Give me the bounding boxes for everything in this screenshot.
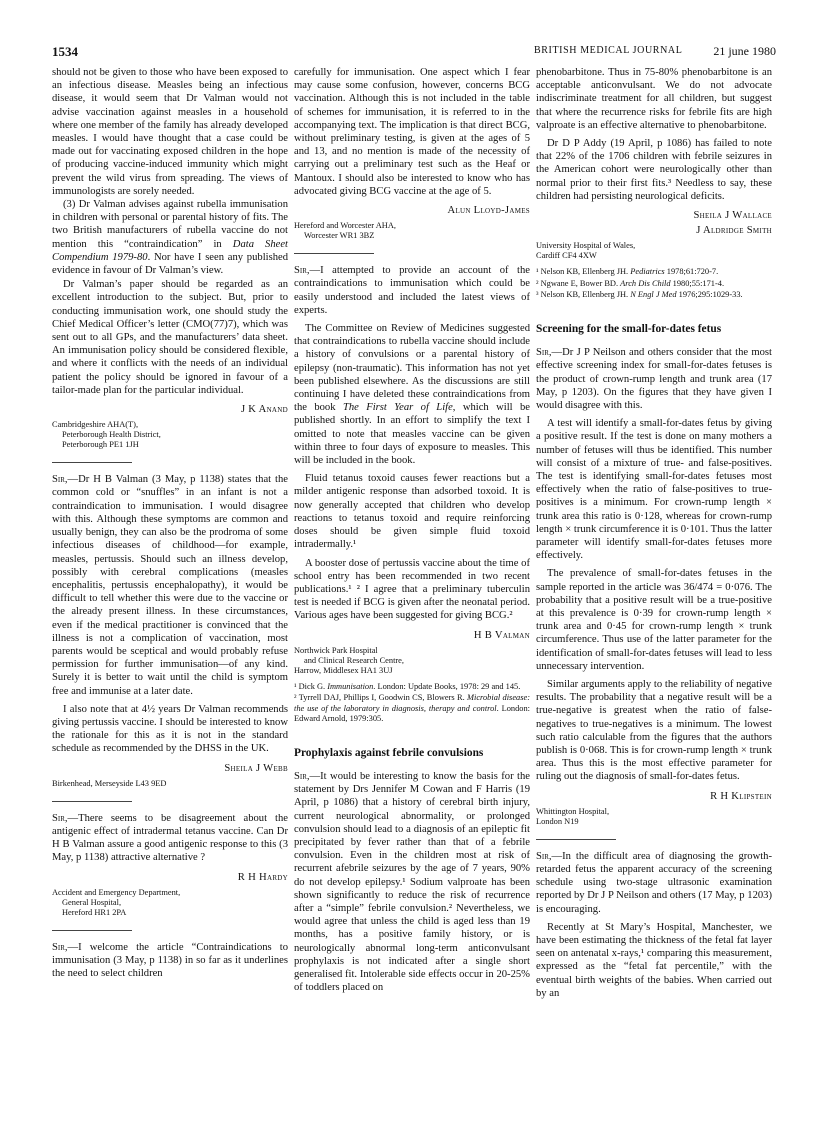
signature: R H Klipstein — [710, 790, 772, 802]
reference: ² Tyrrell DAJ, Phillips I, Goodwin CS, Blowers R. Microbial disease: the use of the laboratory in diagnosis, therapy and control. London: Edward Arnold, 1979:305. — [294, 693, 530, 724]
author-address: Birkenhead, Merseyside L43 9ED — [52, 778, 167, 788]
paragraph: I also note that at 4½ years Dr Valman recommends giving pertussis vaccine. I should be interested to know the rationale for this as it is not in the standard schedule as recommended by the DHSS in the UK. — [52, 703, 288, 755]
paragraph: (3) Dr Valman advises against rubella immunisation in children with personal or parental history of fits. The two British manufacturers of rubella vaccine do not mention this “contraindication” in Data Sheet Compendium 1979-80. Nor have I seen any published evidence in favour of Dr Valman’s view. — [52, 199, 288, 277]
author-address: University Hospital of Wales, Cardiff CF4 4XW — [536, 241, 636, 261]
letter-paragraph: Sir,—I welcome the article “Contraindications to immunisation (3 May, p 1138) in so far as it underlines the need to select children — [52, 941, 288, 980]
column-3 — [536, 66, 772, 1001]
reference: ¹ Nelson KB, Ellenberg JH. Pediatrics 1978;61:720-7. — [536, 267, 719, 277]
paragraph: A booster dose of pertussis vaccine about the time of school entry has been recommended in two recent publications.¹ ² I agree that a preliminary tuberculin test is needed if BCG is given after the neonatal period. Various ages have been suggested for giving BCG.² — [294, 557, 530, 622]
paragraph: The Committee on Review of Medicines suggested that contraindications to rubella vaccine should include a history of convulsions or a parental history of epilepsy (non-traumatic). This information has not yet been published elsewhere. As the discussions are still continuing I have deleted these contraindications from the book The First Year of Life, which will be published shortly. In an effort to simplify the text I omitted to note that measles vaccine can be given within three to four days of exposure to measles. This will be included in the book. — [294, 323, 530, 467]
divider — [294, 253, 374, 254]
letter-paragraph: Sir,—In the difficult area of diagnosing the growth-retarded fetus the apparent accuracy of the screening schedule using two-stage ultrasonic examination reported by Dr J P Neilson and others (17 May, p 1203) is encouraging. — [536, 850, 772, 915]
section-heading: Screening for the small-for-dates fetus — [536, 322, 722, 335]
author-address: Cambridgeshire AHA(T), Peterborough Health District, Peterborough PE1 1JH — [52, 420, 161, 450]
references — [536, 267, 772, 301]
page-header — [52, 44, 776, 60]
page-number: 1534 — [52, 44, 78, 59]
letter-paragraph: Sir,—Dr J P Neilson and others consider that the most effective screening index for small-for-dates fetuses is the product of crown-rump length and trunk area (17 May, p 1203). On the figures that they have given I would disagree with this. — [536, 347, 772, 411]
paragraph: Fluid tetanus toxoid causes fewer reactions but a milder antigenic response than adsorbed toxoid. It is now generally accepted that children who develop reactions to tetanus toxoid and require reinforcing doses should be given simple fluid toxoid intradermally.¹ — [294, 473, 530, 551]
paragraph: phenobarbitone. Thus in 75-80% phenobarbitone is an acceptable anticonvulsant. We do not advocate indiscriminate treatment for all children, but suggest that where the recurrence risks for febrile fits are high valproate is an effective alternative to phenobarbitone. — [536, 67, 772, 131]
signature: Sheila J Wallace — [693, 210, 772, 222]
divider — [52, 462, 132, 463]
references — [294, 682, 530, 725]
letter-paragraph: Sir,—I attempted to provide an account of the contraindications to immunisation which could be easily understood and included the latest views of experts. — [294, 265, 530, 316]
reference: ³ Nelson KB, Ellenberg JH. N Engl J Med 1976;295:1029-33. — [536, 290, 743, 300]
letter-paragraph: Sir,—There seems to be disagreement about the antigenic effect of intradermal tetanus vaccine. Can Dr H B Valman assure a good antigenic response to this (3 May, p 1138) attractive alternative ? — [52, 812, 288, 864]
reference: ¹ Dick G. Immunisation. London: Update Books, 1978: 29 and 145. — [294, 681, 521, 691]
signature: H B Valman — [473, 629, 530, 641]
issue-date: 21 june 1980 — [713, 44, 776, 58]
paragraph: should not be given to those who have been exposed to an infectious disease. Measles being an infectious disease, it would seem that Dr Valman would not advise vaccination against measles in a household where one member of the family has already developed measles. I would have thought that a case could be made out for vaccinating exposed children in the hope of producing vaccine-induced immunity which might prevent the wild virus from spreading. The views of immunologists are sorely needed. — [52, 67, 288, 197]
author-address: Northwick Park Hospital and Clinical Research Centre, Harrow, Middlesex HA1 3UJ — [294, 645, 404, 675]
divider — [52, 930, 132, 931]
signature: Alun Lloyd-James — [447, 205, 530, 217]
divider — [52, 801, 132, 802]
divider — [536, 839, 616, 840]
letter-paragraph: Sir,—Dr H B Valman (3 May, p 1138) states that the common cold or “snuffles” in an infant is not a contraindication to immunisation. I would disagree with this. Although these symptoms are common and usually benign, they can also be the prodroma of some infectious diseases of childhood—for example, measles, pertussis. Should such an illness develop, possibly with cerebral complications (measles encephalitis, pertussis encephalopathy), it would be difficult to tell whether this were due to the vaccine or the already present illness. In these circumstances, even if the medical practitioner is convinced that the illness is not a complication of vaccination, most parents would be sceptical and would probably refuse permission for further immunisation—of any kind. Surely it is better to wait until the child is symptom free and immunise at a later date. — [52, 474, 288, 697]
signature: Sheila J Webb — [224, 762, 288, 774]
signature: J K Anand — [240, 404, 288, 416]
paragraph: Recently at St Mary’s Hospital, Manchester, we have been estimating the thickness of the fetal fat layer seen on antenatal x-rays,¹ comparing this measurement, expressed as the “fetal fat percentile,” with the eventual birth weights of the babies. When carried out by an — [536, 921, 772, 999]
author-address: Whittington Hospital, London N19 — [536, 806, 610, 826]
paragraph: Similar arguments apply to the reliability of negative results. The probability that a negative result will be a true-negative is greatest when the ratio of false-negatives to true-negatives is a minimum. The lowest such ratio calculable from the figures that the authors publish is 0·068. This is for crown-rump length × trunk area. Thus this is the most effective parameter for ruling out the diagnosis of small-for-dates fetus. — [536, 679, 772, 783]
author-address: Hereford and Worcester AHA, Worcester WR1 3BZ — [294, 221, 396, 241]
paragraph: Dr D P Addy (19 April, p 1086) has failed to note that 22% of the 1706 children with febrile seizures in the American cohort were neurologically other than normal prior to their first fits.³ Needless to say, these children had persisting neurological deficits. — [536, 138, 772, 202]
column-1 — [52, 66, 288, 980]
paragraph: Dr Valman’s paper should be regarded as an excellent introduction to the subject. But, prior to conducting immunisation work, one should study the Chief Medical Officer’s letter (CMO(77)7), which was sent out to all GPs, and the manufacturers’ data sheet. An immunisation policy should be considered flexible, and where it conflicts with the needs of an individual patient the policy should be ignored in favour of a tailor-made plan for the particular individual. — [52, 279, 288, 396]
signature: J Aldridge Smith — [696, 225, 772, 237]
paragraph: A test will identify a small-for-dates fetus by giving a positive result. If the test is done on many mothers a number of fetuses will thus be identified. This number will consist of a mixture of true- and false-positives. The test is identifying small-for-dates fetuses most effectively when the ratio of false-positives to true-positives is a minimum. For crown-rump length × trunk area this ratio is 0·128, whereas for crown-rump length × trunk circumference it is 0·101. Thus the latter parameter will identify small-for-dates fetuses more effectively. — [536, 418, 772, 562]
paragraph: The prevalence of small-for-dates fetuses in the sample reported in the article was 36/474 = 0·076. The probability that a positive result will be a true-positive at this prevalence is 0·39 for crown-rump length × trunk area and 0·45 for crown-rump length × trunk circumference. Thus use of the latter parameter for the identification of small-for-dates fetuses will lead to less unnecessary intervention. — [536, 568, 772, 672]
letter-paragraph: Sir,—It would be interesting to know the basis for the statement by Drs Jennifer M Cowan and F Harris (19 April, p 1086) that a history of cerebral birth injury, current neurological abnormality, or prolonged convulsion should lead to a diagnosis of an epileptic fit precipitated by fever rather than that of a febrile convulsion. Even in the children most at risk of recurrent afebrile seizures by the age of 7 years, 90% do not develop epilepsy.¹ Sodium valproate has been shown significantly to reduce the risk of recurrence after a “simple” febrile convulsion.² Nevertheless, we would agree that unless the child is aged less than 19 months, has a positive family history, or is neurologically abnormal long-term anticonvulsant prophylaxis is not indicated after a single short generalised fit. Intolerable side effects occur in 20-25% of toddlers placed on — [294, 770, 530, 994]
section-heading: Prophylaxis against febrile convulsions — [294, 746, 484, 759]
column-2 — [294, 66, 530, 994]
signature: R H Hardy — [237, 871, 288, 883]
paragraph: carefully for immunisation. One aspect which I fear may cause some confusion, however, concerns BCG vaccination. Although this is not included in the table of schemes for immunisation, it is referred to in the accompanying text. The implication is that direct BCG, without preliminary testing, is given at the ages of 5 and 13, and no mention is made of the necessity of carrying out a preliminary test such as the Heaf or Mantoux. I should also be interested to know who has advocated giving BCG vaccine at the age of 5. — [294, 67, 530, 197]
journal-title: BRITISH MEDICAL JOURNAL — [534, 45, 683, 56]
reference: ² Ngwane E, Bower BD. Arch Dis Child 1980;55:171-4. — [536, 278, 725, 288]
author-address: Accident and Emergency Department, General Hospital, Hereford HR1 2PA — [52, 887, 181, 917]
